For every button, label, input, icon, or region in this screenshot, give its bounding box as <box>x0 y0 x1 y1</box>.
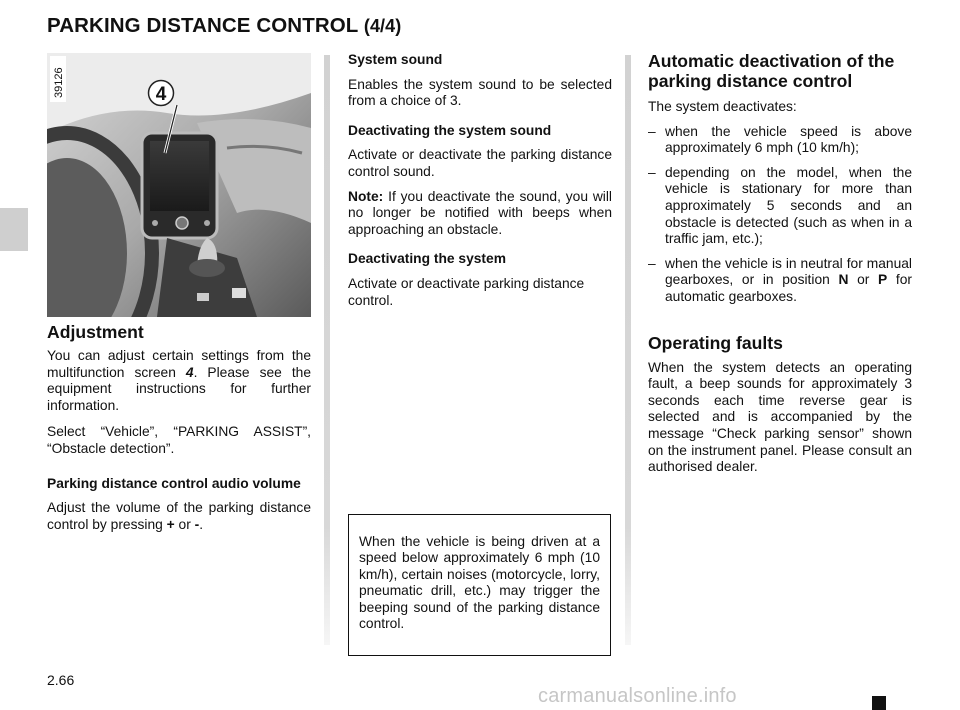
column-divider-left <box>324 55 330 645</box>
list-item-text: when the vehicle speed is above approximately 6 mph (10 km/h); <box>665 123 912 156</box>
note-label: Note: <box>348 188 384 204</box>
list-item <box>648 165 912 248</box>
volume-paragraph <box>47 500 311 533</box>
minus-symbol: - <box>194 516 200 532</box>
volume-text: Adjust the volume of the parking distance control by pressing <box>47 500 311 532</box>
gear-n: N <box>838 272 849 288</box>
middle-column <box>348 52 612 309</box>
screen-reference: 4 <box>185 364 194 380</box>
warning-text: When the vehicle is being driven at a speed below approximately 6 mph (10 km/h), certain noises (motorcycle, lorry, pneumatic drill, etc.) may trigger the beeping sound of the parking distance control. <box>359 534 600 632</box>
gear-p: P <box>878 272 888 288</box>
list-item-text <box>665 256 912 306</box>
list-item-text: depending on the model, when the vehicle is stationary for more than approximately 5 seconds and an obstacle is detected (such as when in a traffic jam, etc.); <box>665 164 912 247</box>
adjustment-text-end: . Please see the equipment instructions for further information. <box>47 364 312 413</box>
adjustment-select-paragraph: Select “Vehicle”, “PARKING ASSIST”, “Obstacle detection”. <box>47 424 311 456</box>
list-item <box>648 124 912 157</box>
dashboard-photo <box>47 53 311 317</box>
dash-marker: – <box>648 123 656 139</box>
title-main: PARKING DISTANCE CONTROL <box>47 14 359 37</box>
adjustment-heading: Adjustment <box>47 322 144 342</box>
image-code-text: 39126 <box>53 67 65 98</box>
list-item <box>648 256 912 306</box>
volume-or: or <box>174 516 195 532</box>
watermark: carmanualsonline.info <box>538 685 737 707</box>
bullet3-text: when the vehicle is in neutral for manual gearboxes, or in position <box>665 255 912 288</box>
system-sound-text: Enables the system sound to be selected from a choice of 3. <box>348 76 612 109</box>
corner-mark <box>872 696 886 710</box>
callout-label: 4 <box>155 84 167 105</box>
volume-end: . <box>199 516 204 532</box>
dashboard-illustration <box>47 53 311 317</box>
adjustment-paragraph <box>47 348 311 414</box>
auto-deactivation-heading: Automatic deactivation of the parking distance control <box>648 51 895 91</box>
bullet3-end: for automatic gearboxes. <box>665 272 912 304</box>
operating-faults-heading: Operating faults <box>648 332 783 353</box>
adjustment-text: You can adjust certain settings from the multifunction screen <box>47 348 311 380</box>
left-column <box>47 322 311 533</box>
page-title <box>47 14 401 38</box>
deactivate-sound-text: Activate or deactivate the parking distance control sound. <box>348 147 612 179</box>
note-paragraph <box>348 189 612 239</box>
dash-marker: – <box>648 164 656 180</box>
right-column <box>648 51 912 476</box>
deactivate-system-heading: Deactivating the system <box>348 251 506 267</box>
note-text: If you deactivate the sound, you will no longer be notified with beeps when approaching an obstacle. <box>348 188 612 237</box>
title-part: (4/4) <box>363 16 402 36</box>
operating-faults-text: When the system detects an operating fault, a beep sounds for approximately 3 seconds each time reverse gear is selected and is accompanied by the message “Check parking sensor” shown on the instrument panel. Please consult an authorised dealer. <box>648 359 912 475</box>
plus-symbol: + <box>166 516 175 532</box>
volume-heading: Parking distance control audio volume <box>47 475 301 491</box>
auto-intro: The system deactivates: <box>648 99 797 114</box>
column-divider-right <box>625 55 631 645</box>
system-sound-heading: System sound <box>348 52 443 67</box>
warning-box <box>348 514 611 656</box>
page-number: 2.66 <box>47 672 75 688</box>
deactivate-sound-heading: Deactivating the system sound <box>348 122 552 138</box>
chapter-tab <box>0 208 28 251</box>
deactivate-system-text: Activate or deactivate parking distance control. <box>348 275 585 308</box>
bullet3-or: or <box>848 272 879 288</box>
image-code <box>50 56 66 102</box>
dash-marker: – <box>648 255 656 271</box>
